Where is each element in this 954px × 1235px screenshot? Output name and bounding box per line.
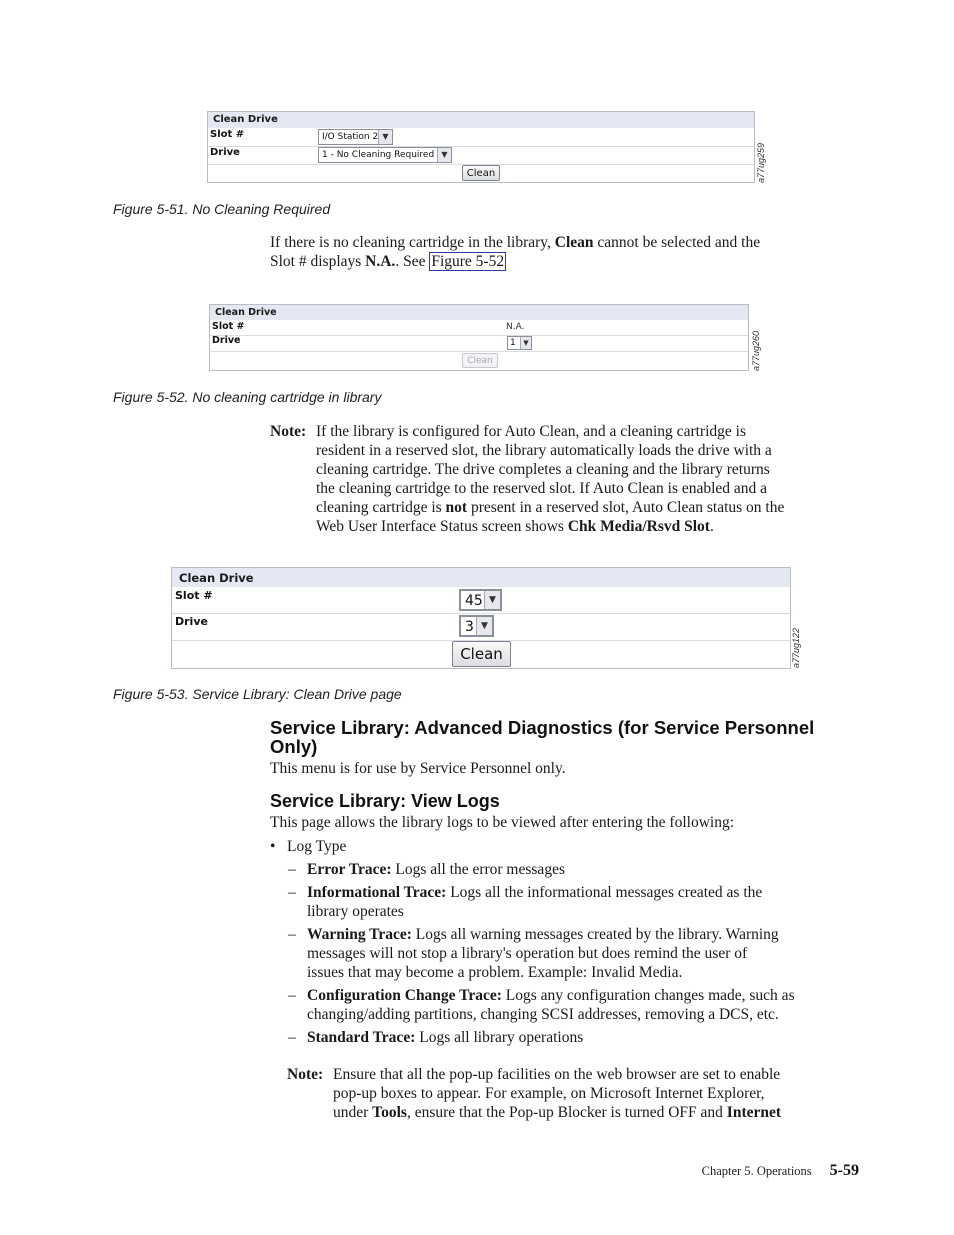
slot-select[interactable] <box>459 589 502 611</box>
bullet-icon: • <box>270 838 276 855</box>
chapter-label: Chapter 5. Operations <box>701 1164 812 1178</box>
drive-select-value: 3 <box>465 619 474 635</box>
bullet-item <box>270 837 347 856</box>
dash-icon: – <box>288 987 296 1004</box>
note-label: Note: <box>287 1066 324 1083</box>
note-line: the cleaning cartridge to the reserved slot. If Auto Clean is enabled and a <box>316 480 768 497</box>
dash-icon: – <box>288 861 296 878</box>
note-line: pop-up boxes to appear. For example, on Microsoft Internet Explorer, <box>333 1085 765 1102</box>
panel-header <box>172 568 790 587</box>
clean-drive-panel-fig51 <box>207 111 755 183</box>
chevron-down-icon: ▼ <box>378 130 392 144</box>
note-line: resident in a reserved slot, the library automatically loads the drive with a <box>316 442 772 459</box>
slot-label: Slot # <box>212 321 245 332</box>
chevron-down-icon: ▼ <box>484 591 500 609</box>
note-line: under Tools, ensure that the Pop-up Blocker is turned OFF and Internet <box>333 1104 782 1121</box>
slot-value: N.A. <box>506 322 525 332</box>
figure-id: a77ug259 <box>756 142 766 183</box>
panel-title: Clean Drive <box>179 571 254 585</box>
figure-caption: Figure 5-52. No cleaning cartridge in library <box>113 389 382 405</box>
note-line: cleaning cartridge. The drive completes a cleaning and the library returns <box>316 461 770 478</box>
figure-id: a77ug260 <box>751 330 761 371</box>
note-line: Ensure that all the pop-up facilities on the web browser are set to enable <box>333 1066 781 1083</box>
figure-id: a77ug122 <box>791 627 801 668</box>
note-line: cleaning cartridge is not present in a reserved slot, Auto Clean status on the <box>316 499 785 516</box>
slot-select[interactable] <box>318 129 393 145</box>
page-number: 5-59 <box>829 1162 859 1179</box>
drive-select-value: 1 <box>510 338 516 348</box>
clean-button[interactable]: Clean <box>462 165 500 181</box>
note-label: Note: <box>270 423 307 440</box>
drive-select-value: 1 - No Cleaning Required <box>322 150 435 160</box>
slot-select-value: I/O Station 2 <box>322 132 379 142</box>
section-heading: Service Library: Advanced Diagnostics (for Service Personnel Only) <box>270 717 815 757</box>
clean-button[interactable]: Clean <box>462 353 498 368</box>
clean-drive-panel-fig52 <box>209 304 749 371</box>
paragraph <box>270 233 870 271</box>
paragraph-line: Slot # displays N.A.. See Figure 5-52 <box>270 253 505 270</box>
panel-title: Clean Drive <box>213 114 278 125</box>
paragraph-line: If there is no cleaning cartridge in the library, Clean cannot be selected and the <box>270 234 761 251</box>
drive-select[interactable] <box>507 336 532 350</box>
drive-select[interactable] <box>318 147 452 163</box>
chevron-down-icon: ▼ <box>437 148 451 162</box>
note-line: If the library is configured for Auto Clean, and a cleaning cartridge is <box>316 423 746 440</box>
drive-label: Drive <box>210 147 240 158</box>
page-footer <box>600 1162 859 1180</box>
note-line: Web User Interface Status screen shows Chk Media/Rsvd Slot. <box>316 518 714 535</box>
chevron-down-icon: ▼ <box>520 337 531 349</box>
dash-icon: – <box>288 1029 296 1046</box>
slot-label: Slot # <box>210 129 245 140</box>
figure-caption: Figure 5-53. Service Library: Clean Drive page <box>113 686 402 702</box>
figure-caption: Figure 5-51. No Cleaning Required <box>113 201 331 217</box>
bullet-text: Log Type <box>287 838 347 855</box>
clean-drive-panel-fig53 <box>171 567 791 669</box>
drive-label: Drive <box>175 615 208 628</box>
clean-button[interactable]: Clean <box>452 641 511 667</box>
drive-select[interactable] <box>459 615 494 637</box>
dash-icon: – <box>288 884 296 901</box>
drive-label: Drive <box>212 335 241 346</box>
dash-icon: – <box>288 926 296 943</box>
slot-label: Slot # <box>175 589 213 602</box>
panel-header <box>210 305 748 320</box>
section-body: This menu is for use by Service Personnel only. <box>270 760 566 777</box>
panel-title: Clean Drive <box>215 307 277 318</box>
subsection-heading: Service Library: View Logs <box>270 791 500 811</box>
slot-select-value: 45 <box>465 593 483 609</box>
chevron-down-icon: ▼ <box>476 617 492 635</box>
panel-header <box>208 112 754 128</box>
subsection-intro: This page allows the library logs to be viewed after entering the following: <box>270 814 735 831</box>
figure-link[interactable]: Figure 5-52 <box>431 253 505 270</box>
